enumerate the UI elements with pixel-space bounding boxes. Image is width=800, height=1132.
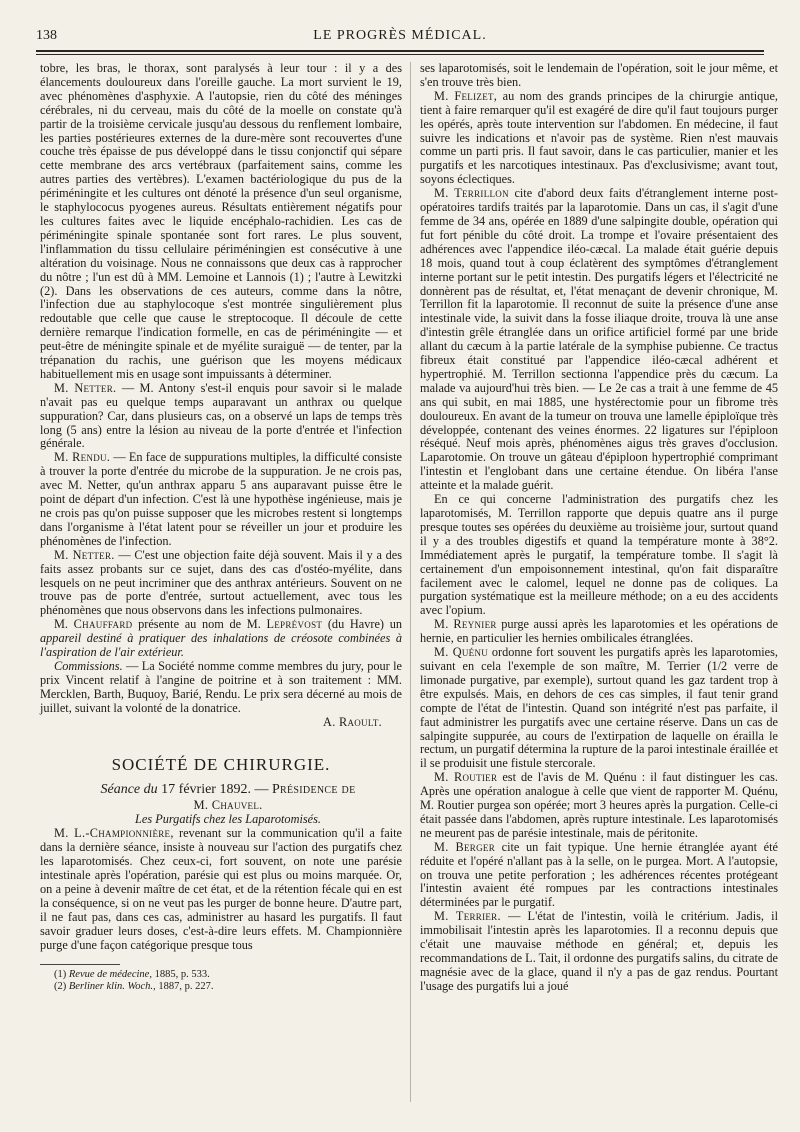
running-title: LE PROGRÈS MÉDICAL. xyxy=(313,28,487,43)
paragraph: En ce qui concerne l'administration des purgatifs chez les laparotomisés, M. Terrillon rapporte que depuis quatre ans il purge presque toutes ses opérées du deuxième au troisième jour, surtout quand il y a des troubles digestifs et quand la température monte à 38°2. Immédiatement après le purgatif, la température tombe. Il s'agit là certainement d'un empoisonnement intestinal, qu'on fait disparaître facilement avec le calomel, lequel ne donne pas de coliques. La purgation systématique est la meilleure méthode; on a eu des accidents avec l'opium. xyxy=(420,492,778,618)
paragraph-text: cite un fait typique. Une hernie étranglée ayant été réduite et l'opéré n'allant pas à la selle, on le purgea. Mort. A l'autopsie, on trouva une petite perforation ; les adhérences récentes protégeant l'intestin avaient été rompues par les contractions intestinales déterminées par le purgatif. xyxy=(420,839,778,910)
speaker-name: M. Netter. xyxy=(54,380,117,395)
paragraph-text: — La Société nomme comme membres du jury, pour le prix Vincent relatif à l'angine de poitrine et à son traitement : MM. Mercklen, Barth, Buquoy, Barié, Rendu. Le prix sera décerné au mois de juillet, suivant la volonté de la donatrice. xyxy=(40,658,402,715)
paragraph xyxy=(420,646,778,771)
paragraph-text: — En face de suppurations multiples, la difficulté consiste à trouver la porte d'entrée du microbe de la suppuration. Je ne crois pas, avec M. Netter, qu'un anthrax apparu 5 ans auparavant puisse être le point de départ d'un infection. C'est là une hypothèse ingénieuse, mais je ne crois pas qu'on puisse supposer que les microbes restent si longtemps dans l'organisme à l'état latent pour se réveiller un jour et produire les phénomènes de l'infection. xyxy=(40,450,403,548)
footnote-number: (2) xyxy=(54,981,69,993)
right-column xyxy=(420,62,778,994)
footnote-rule xyxy=(40,964,120,965)
page-header xyxy=(36,28,764,50)
footnote xyxy=(40,981,402,993)
footnote-text: 1887, p. 227. xyxy=(155,981,214,993)
section-title: SOCIÉTÉ DE CHIRURGIE. xyxy=(111,754,331,774)
subheading: Les Purgatifs chez les Laparotomisés. xyxy=(135,812,321,827)
paragraph xyxy=(420,187,778,493)
paragraph-text: — L'état de l'intestin, voilà le critérium. Jadis, il immobilisait l'intestin après les laparotomies. Il a reconnu depuis que c'était une mauvaise méthode en général; et, depuis les recommandations de L. Tait, il ordonne des purgatifs salins, du citrate de magnésie avec de la glace, quand il n'y a pas de gaz rendus. Pourtant l'usage des purgatifs lui a joué xyxy=(420,909,778,993)
seance-presidence: Présidence de xyxy=(271,782,356,798)
paragraph xyxy=(40,382,402,452)
footnote-number: (1) xyxy=(54,969,69,981)
paragraph-text: (du Havre) un xyxy=(322,617,402,632)
column-divider xyxy=(410,62,411,1102)
paragraph xyxy=(420,841,778,911)
header-rule-thin xyxy=(36,54,764,55)
signature: A. Raoult. xyxy=(323,714,382,729)
italic-text: appareil destiné à pratiquer des inhalations de créosote combinées à l'aspiration de l'air extérieur. xyxy=(40,631,402,660)
paragraph-text: purge aussi après les laparotomies et les opérations de hernie, en particulier les hernies ombilicales étranglées. xyxy=(420,617,778,646)
paragraph xyxy=(40,451,402,548)
paragraph: tobre, les bras, le thorax, sont paralysés à leur tour : il y a des élancements douloureux dans l'oreille gauche. La mort survient le 19, avec phénomènes d'asphyxie. A l'autopsie, rien du côté des méninges cérébrales, ni du cerveau, mais du côté de la moelle on constate qu'à partir de la troisième cervicale jusqu'au dessous du renflement lombaire, les parties postérieures externes de la dure-mère sont recouvertes d'une couche très épaisse de pus développé dans le tissu conjonctif qui sépare cette membrane des arcs vertébraux (parfaitement sains, comme les autres parties des vertèbres). L'examen bactériologique du pus de la périméningite et les cultures ont dénoté la présence d'un seul organisme, le staphylococus pyogenes aureus. Résultats entièrement négatifs pour les cultures faites avec le liquide encéphalo-rachidien. Les cas de périméningite spinale spontanée sont fort rares. Le plus souvent, l'inflammation du tissu cellulaire périméningien est consécutive à une altération du voisinage. Nous ne connaissons que deux cas à rapprocher du nôtre ; l'un est dû à MM. Lemoine et Lannois (1) ; l'autre à Lewitzki (2). Dans les observations de ces auteurs, comme dans la nôtre, l'infection due au staphylocoque s'est montrée singulièrement plus redoutable que celle que cause le streptocoque. Il découle de cette dernière remarque l'indication formelle, en cas de périméningite — et peut-être de méningite spinale et de myélite suraiguë — de tenter, par la trépanation du rachis, une guérison que les moyens médicaux habituellement mis en usage sont impuissants à déterminer. xyxy=(40,61,402,381)
paragraph-text: au nom des grands principes de la chirurgie antique, tient à faire remarquer qu'il est exagéré de dire qu'il faut toujours purger les opérés, après toute intervention sur l'abdomen. En médecine, il faut suivre les indications et n'avoir pas de système. Rien n'est mauvais comme un parti pris. Il faut savoir, dans le cas particulier, manier et les purgatifs et les narcotiques intestinaux. Pas d'exclusivisme; avant tout, soyons éclectiques. xyxy=(420,88,778,187)
speaker-name: M. Quénu xyxy=(434,645,489,660)
paragraph-text: cite d'abord deux faits d'étranglement interne post-opératoires tardifs traités par la laparotomie. Dans un cas, il s'agit d'une femme de 34 ans, opérée en 1889 d'une salpingite double, opération qui fut fort pénible du côté droit. La trompe et l'ovaire présentaient des adhérences avec l'appendice iléo-cæcal. La malade était guérie depuis 18 mois, quand tout à coup éclatèrent des symptômes d'étranglement interne portant sur le petit intestin. Des purgatifs légers et l'électricité ne donnèrent pas de résultat, et, l'état menaçant de devenir chronique, M. Terrillon fit la laparotomie. Il reconnut de suite la présence d'une anse intestinale vide, la suivit dans la fosse iliaque droite, trouva là une anse d'intestin grêle étranglée dans un orifice artificiel formé par une bride allant du cæcum à la partie latérale de la symphise pubienne. Ce tractus fibreux était constitué par l'appendice iléo-cæcal adhérent et hypertrophié. M. Terrillon sectionna l'appendice près du cæcum. La malade va aujourd'hui très bien. — Le 2e cas a trait à une femme de 45 ans qui subit, en mai 1885, une hystérectomie pour un fibrome très douloureux. En avant de la tumeur on trouva une lamelle épiploïque très développée, contenant des veines énormes. 22 ligatures sur l'épiploon réséqué. Neuf mois après, phénomènes aigus très graves d'occlusion. Laparotomie. On trouve un gâteau d'épiploon hypertrophié comprimant l'intestin et l'englobant dans une certaine étendue. On libéra l'anse atteinte et la malade guérit. xyxy=(420,186,779,493)
paragraph xyxy=(40,618,402,660)
header-rule-thick xyxy=(36,50,764,52)
paragraph-text: est de l'avis de M. Quénu : il faut distinguer les cas. Après une opération analogue à celle que vient de rapporter M. Quénu, M. Routier purgea son opérée; mort 3 heures après la purgation. Celle-ci était passée dans l'abdomen, après rupture intestinale. Les laparotomisés ne meurent pas de parésie intestinale, mais de péritonite. xyxy=(420,770,779,840)
paragraph-text: M. xyxy=(54,617,74,632)
speaker-name: M. Rendu. xyxy=(54,450,111,465)
speaker-name: M. Reynier xyxy=(434,617,497,632)
footnote-text: 1885, p. 533. xyxy=(151,969,210,981)
left-column xyxy=(40,62,402,993)
page-number: 138 xyxy=(36,28,57,43)
footnote xyxy=(40,969,402,981)
paragraph xyxy=(420,618,778,646)
paragraph-text: — C'est une objection faite déjà souvent. Mais il y a des faits assez probants sur ce sujet, dans des cas d'ostéo-myélite, dans lesquels on ne peut incriminer que des anthrax antérieurs. Souvent on ne trouve pas de porte d'entrée, surtout actuellement, avec tous les phénomènes que nous observons dans les infections pulmonaires. xyxy=(40,547,402,618)
speaker-name: M. Netter. xyxy=(54,547,115,562)
italic-heading: Commissions. xyxy=(54,658,123,673)
paragraph-text: revenant sur la communication qu'il a faite dans la dernière séance, insiste à nouveau sur l'action des purgatifs chez les laparotomisés. Chez ceux-ci, fort souvent, on note une parésie intestinale après l'opération, parésie qui est plus ou moins marquée. Or, on a peine à devenir maître de cet état, et de la rétention fécale qui en est la conséquence, si on ne veut pas les purger de bonne heure. D'autre part, il ne faut pas, dans ces cas, administrer au hasard les purgatifs. Il faut savoir graduer leurs doses, c'est-à-dire leurs effets. M. Championnière purge d'une façon catégorique presque tous xyxy=(40,826,402,952)
speaker-name: M. Berger xyxy=(434,839,496,854)
speaker-name: M. Felizet, xyxy=(434,88,498,103)
seance-president: M. Chauvel. xyxy=(193,798,263,813)
paragraph-text: ordonne fort souvent les purgatifs après les laparotomies, suivant en cela l'exemple de son maître, M. Terrier (1/2 verre de limonade purgative, par exemple), surtout quand les gaz tardent trop à être expulsés. Mais, en dehors de ces cas simples, il faut tenir grand compte de l'état de l'intestin. Quand son intégrité n'est pas parfaite, il faut administrer les purgatifs avec une certaine réserve. Dans un cas de salpingite suppurée, au cours de l'extirpation de laquelle on érailla le rectum, un purgatif détermina la rupture de la paroi intestinale éraillée et il se produisit une fistule stercorale. xyxy=(420,645,778,771)
paragraph xyxy=(40,660,402,730)
paragraph xyxy=(420,771,778,841)
paragraph-text: présente au nom de M. xyxy=(132,617,267,632)
paragraph-text: — M. Antony s'est-il enquis pour savoir si le malade n'avait pas eu quelque temps auparavant un anthrax ou quelque suppuration? Car, dans plusieurs cas, on a observé un laps de temps très long (5 ans) entre la lésion au niveau de la porte d'entrée et l'infection générale. xyxy=(40,380,402,451)
seance-italic: Séance du xyxy=(100,782,158,798)
paragraph xyxy=(40,827,402,952)
footnote-source: Berliner klin. Woch., xyxy=(68,981,156,993)
paragraph: ses laparotomisés, soit le lendemain de l'opération, soit le jour même, et s'en trouve très bien. xyxy=(420,61,778,89)
speaker-name: M. Terrier. xyxy=(434,909,501,924)
speaker-name: Chauffard xyxy=(73,617,133,632)
seance-line xyxy=(40,781,402,798)
speaker-name: M. L.-Championnière, xyxy=(54,826,174,841)
speaker-name: M. Routier xyxy=(434,770,498,785)
speaker-name: Leprévost xyxy=(266,617,323,632)
footnote-source: Revue de médecine, xyxy=(68,969,152,981)
paragraph xyxy=(40,549,402,619)
seance-date: 17 février 1892. — xyxy=(157,782,272,798)
paragraph xyxy=(420,90,778,187)
paragraph xyxy=(420,910,778,993)
speaker-name: M. Terrillon xyxy=(434,186,509,201)
